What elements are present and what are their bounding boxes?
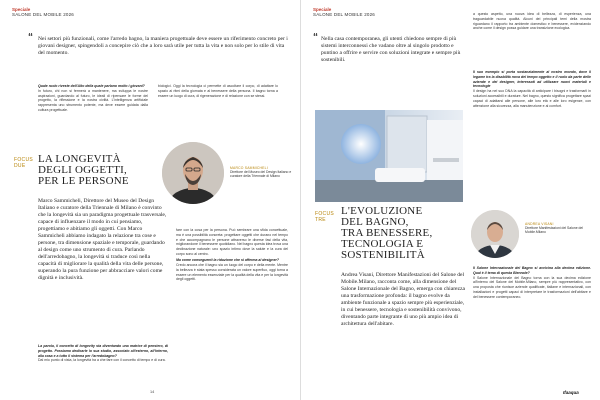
page-number: 14 — [150, 390, 155, 394]
portrait-photo — [471, 210, 519, 258]
answer: biologici. Oggi la tecnologia ci permette di ascoltare il corpo, di adattare lo spazio ai ritmi della giornata e al benessere della persona. Il bagno torna a essere un luogo di cura, di rigenerazione e di relazione con se stessi. — [158, 84, 278, 98]
lead-paragraph: Andrea Visani, Direttore Manifestazioni del Salone del Mobile.Milano, racconta come, alla dimensione del Salone Internazionale del Bagno, emerga con chiarezza una trasformazione profonda: il bagno evolve da ambiente funzionale a spazio sempre più esperienziale, in cui benessere, tecnologia e sostenibilità convivono, diventando parte integrante di uno più ampio idea di architettura dell'abitare. — [341, 272, 465, 327]
section-label: Speciale — [313, 7, 332, 12]
page-header — [313, 7, 375, 17]
brand-logo: Ifaaqua — [563, 390, 579, 395]
answer: In futuro, chi non si fermerà a mantenere, ma sviluppa le nostre aspirazioni, guardando al futuro, le ideali di ripensare le forme del progetto, la riflessione e la nostra civiltà. L'intelligenza artificiale rappresenta uno strumento potente, ma deve essere guidata dalla cultura progettuale. — [38, 88, 148, 112]
article-headline: L'EVOLUZIONE DEL BAGNO, TRA BENESSERE, TECNOLOGIA E SOSTENIBILITÀ — [341, 205, 433, 261]
text-column-2 — [158, 84, 278, 148]
pull-quote: “ Nei settori più funzionali, come l'arredo bagno, la maniera progettuale deve essere un riferimento concreto per i giovani designer, spingendoli a concepire ciò che a loro sarà utile per tutta la vita e non solo per lo stile di vita del momento. — [28, 32, 288, 56]
lead-paragraph: Marco Sammicheli, Direttore del Museo del Design Italiano e curatore della Triennale di Milano è convinto che la longevità sia un paradigma progettuale trasversale, capace di influenzare il modo in cui pensiamo, progettiamo e abitiamo gli oggetti. Con Marco Sammicheli abbiamo indagato la relazione tra cose e persone, tra dimensione spaziale e temporale, guardando al design come uno strumento di cura. Parlando dell'arredobagno, la longevità si traduce così nella capacità di migliorare la qualità della vita delle persone, superando la pura funzione per abbracciare valori come dignità e inclusività. — [38, 198, 167, 281]
section-label: Speciale — [12, 7, 31, 12]
portrait-photo — [162, 142, 224, 204]
publication-label: SALONE DEL MOBILE 2026 — [12, 12, 75, 17]
bathroom-image-icon — [315, 110, 463, 202]
text-column-3: fare con la cosa per la persona. Può sembrare una sfida concettuale, ma è una possibilità concreta: progettare oggetti che durano nel tempo e che accompagnano le persone attraverso le diverse fasi della vita, migliorandone il benessere quotidiano. Nel bagno questa idea trova una declinazione naturale: uno spazio intimo dove la salute e la cura del corpo sono al centro. Ma come conseguenti la riduzione che si afferma al designer? Credo ancora che il bagno sia un luogo del corpo e della mente. Mentre la bellezza è stata spesso considerata un valore superfluo, oggi torna a essere un elemento essenziale per la qualità della vita e per la longevità degli oggetti. — [176, 228, 288, 282]
page-header — [12, 7, 74, 17]
pull-quote: “ Nella casa contemporanea, gli utenti chiedono sempre di più sistemi interconnessi che vadano oltre al singolo prodotto e puntino a offrire e servire con soluzioni integrate e sempre più sostenibili. — [313, 32, 461, 63]
portrait-caption: MARCO SAMMICHELI Direttore del Museo del Design Italiano e curatore della Triennale di Milano — [230, 166, 292, 179]
article-headline: LA LONGEVITÀ DEGLI OGGETTI, PER LE PERSONE — [38, 153, 129, 187]
text-column-3: Il Salone Internazionale del Bagno si avvicina alla decima edizione. Qual è il tema di questa Biennale? Il Salone Internazionale del Bagno torna con la sua decima edizione all'interno del Salone del Mobile.Milano, sempre più rappresentativo, con una proposta che riunisce aziende qualificate, italiane e internazionali, con installazioni e progetti capaci di interpretare le trasformazioni dell'abitare e del benessere contemporaneo. — [473, 266, 591, 299]
text-column-1 — [38, 84, 148, 148]
question: Quale ruolo riveste dell'Alto della quale parlano molto i giovani? — [38, 84, 145, 88]
text-column-2: Il suo esempio si porta sostanzialmente al nostro mondo, dove il legame tra la disabilità nova del tempo oggetto e il ruolo da parte delle aziende e dei designer, interessati ad utilizzare nuovi materiali e tecnologie Il design ha nel suo DNA la capacità di anticipare i bisogni e trasformarli in soluzioni accessibili e durature. Nel bagno, questo significa progettare spazi capaci di adattarsi alle persone, alle loro età e alle loro esigenze, con attenzione alla sicurezza, alla manutenzione e al comfort. — [473, 70, 591, 108]
quote-mark-icon: “ — [313, 32, 318, 43]
bathroom-photo — [315, 110, 463, 202]
lead-question-column: La parola, il concetto di longevity sta diventando una matrice di pensiero, di progetto. Possiamo dedicarle lo sua studio, associato all'esterno, all'interno, alla casa e a tutto il sistema per l'arredobagno? Dal mio punto di vista, la longevità ha a che fare con il concetto di tempo e di cura. — [38, 344, 168, 363]
right-page — [300, 0, 600, 400]
publication-label: SALONE DEL MOBILE 2026 — [313, 12, 376, 17]
text-column-1: a questo aspetto, una nuova idea di bellezza, di esperienza, una traguardabile nuova qualità. Alcuni dei principali temi della mostra riguardano il rapporto tra ambiente domestico e benessere, evidenziando anche come il design possa guidare una transizione ecologica. — [473, 12, 591, 31]
quote-mark-icon: “ — [28, 32, 33, 43]
focus-label: FOCUS TRE — [315, 211, 334, 223]
portrait-caption: ANDREA VISANI Direttore Manifestazioni del Salone del Mobile.Milano — [525, 222, 584, 235]
focus-label: FOCUS DUE — [14, 157, 33, 169]
person-portrait-icon — [471, 210, 519, 258]
person-portrait-icon — [162, 142, 224, 204]
